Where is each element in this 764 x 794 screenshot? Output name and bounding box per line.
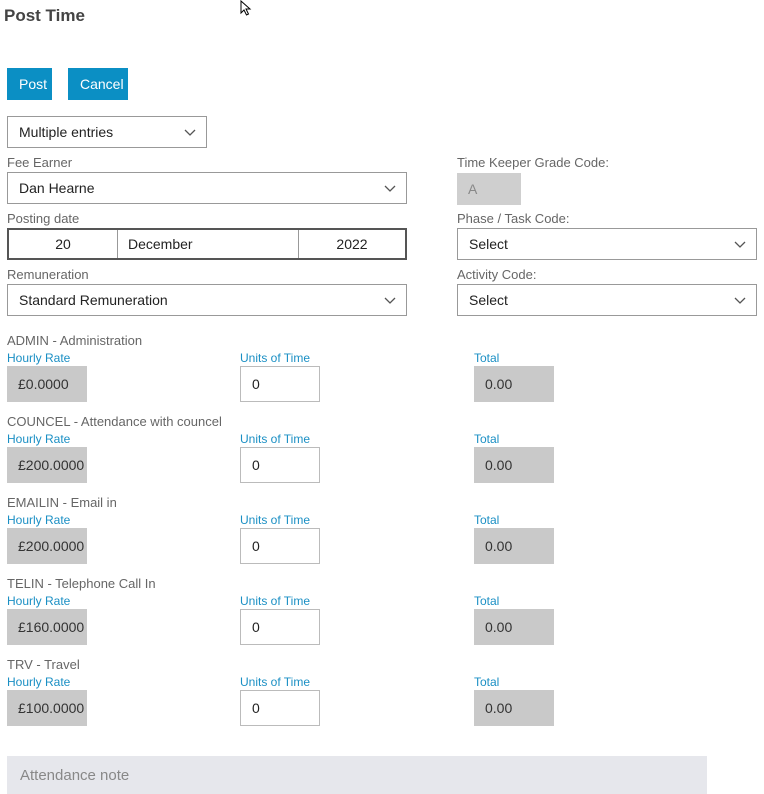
remuneration-select[interactable] [7, 284, 407, 316]
fee-earner-select[interactable] [7, 172, 407, 204]
total-label: Total [474, 351, 500, 365]
entry-title: ADMIN - Administration [7, 333, 143, 348]
posting-date-label: Posting date [7, 211, 80, 226]
units-input[interactable]: 0 [240, 609, 320, 645]
remuneration-value: Standard Remuneration [19, 292, 168, 308]
units-label: Units of Time [240, 432, 311, 446]
entry-mode-select[interactable] [7, 116, 207, 148]
units-label: Units of Time [240, 513, 311, 527]
hourly-rate-field: £100.0000 [7, 690, 87, 726]
phase-task-value: Select [469, 236, 508, 252]
chevron-down-icon [734, 294, 746, 306]
activity-value: Select [469, 292, 508, 308]
page-title: Post Time [4, 6, 85, 25]
hourly-rate-label: Hourly Rate [7, 594, 71, 608]
hourly-rate-label: Hourly Rate [7, 432, 71, 446]
chevron-down-icon [384, 182, 396, 194]
entry-title: EMAILIN - Email in [7, 495, 117, 510]
total-label: Total [474, 675, 500, 689]
units-input[interactable]: 0 [240, 690, 320, 726]
total-label: Total [474, 432, 500, 446]
grade-code-label: Time Keeper Grade Code: [457, 155, 609, 170]
total-field: 0.00 [474, 447, 554, 483]
entry-mode-value: Multiple entries [19, 124, 114, 140]
entry-title: COUNCEL - Attendance with councel [7, 414, 222, 429]
chevron-down-icon [184, 126, 196, 138]
date-day[interactable]: 20 [9, 230, 118, 258]
hourly-rate-label: Hourly Rate [7, 351, 71, 365]
attendance-note-input[interactable]: Attendance note [7, 756, 707, 794]
total-field: 0.00 [474, 366, 554, 402]
phase-task-select[interactable] [457, 228, 757, 260]
fee-earner-label: Fee Earner [7, 155, 73, 170]
chevron-down-icon [734, 238, 746, 250]
date-year[interactable]: 2022 [336, 236, 368, 252]
units-input[interactable]: 0 [240, 447, 320, 483]
entry-title: TELIN - Telephone Call In [7, 576, 156, 591]
units-label: Units of Time [240, 594, 311, 608]
total-field: 0.00 [474, 690, 554, 726]
hourly-rate-field: £160.0000 [7, 609, 87, 645]
units-input[interactable]: 0 [240, 528, 320, 564]
mouse-pointer-icon [240, 0, 254, 16]
remuneration-label: Remuneration [7, 267, 89, 282]
units-label: Units of Time [240, 351, 311, 365]
hourly-rate-field: £200.0000 [7, 528, 87, 564]
hourly-rate-label: Hourly Rate [7, 675, 71, 689]
activity-label: Activity Code: [457, 267, 537, 282]
total-label: Total [474, 594, 500, 608]
cancel-button[interactable]: Cancel [68, 68, 128, 100]
total-field: 0.00 [474, 609, 554, 645]
activity-select[interactable] [457, 284, 757, 316]
total-field: 0.00 [474, 528, 554, 564]
date-month[interactable]: December [118, 230, 299, 258]
fee-earner-value: Dan Hearne [19, 180, 95, 196]
hourly-rate-field: £0.0000 [7, 366, 87, 402]
chevron-down-icon [384, 294, 396, 306]
hourly-rate-label: Hourly Rate [7, 513, 71, 527]
posting-date-picker[interactable] [7, 228, 407, 260]
hourly-rate-field: £200.0000 [7, 447, 87, 483]
post-button[interactable]: Post [7, 68, 52, 100]
grade-code-field: A [457, 173, 521, 205]
units-label: Units of Time [240, 675, 311, 689]
units-input[interactable]: 0 [240, 366, 320, 402]
entry-title: TRV - Travel [7, 657, 80, 672]
total-label: Total [474, 513, 500, 527]
phase-task-label: Phase / Task Code: [457, 211, 570, 226]
